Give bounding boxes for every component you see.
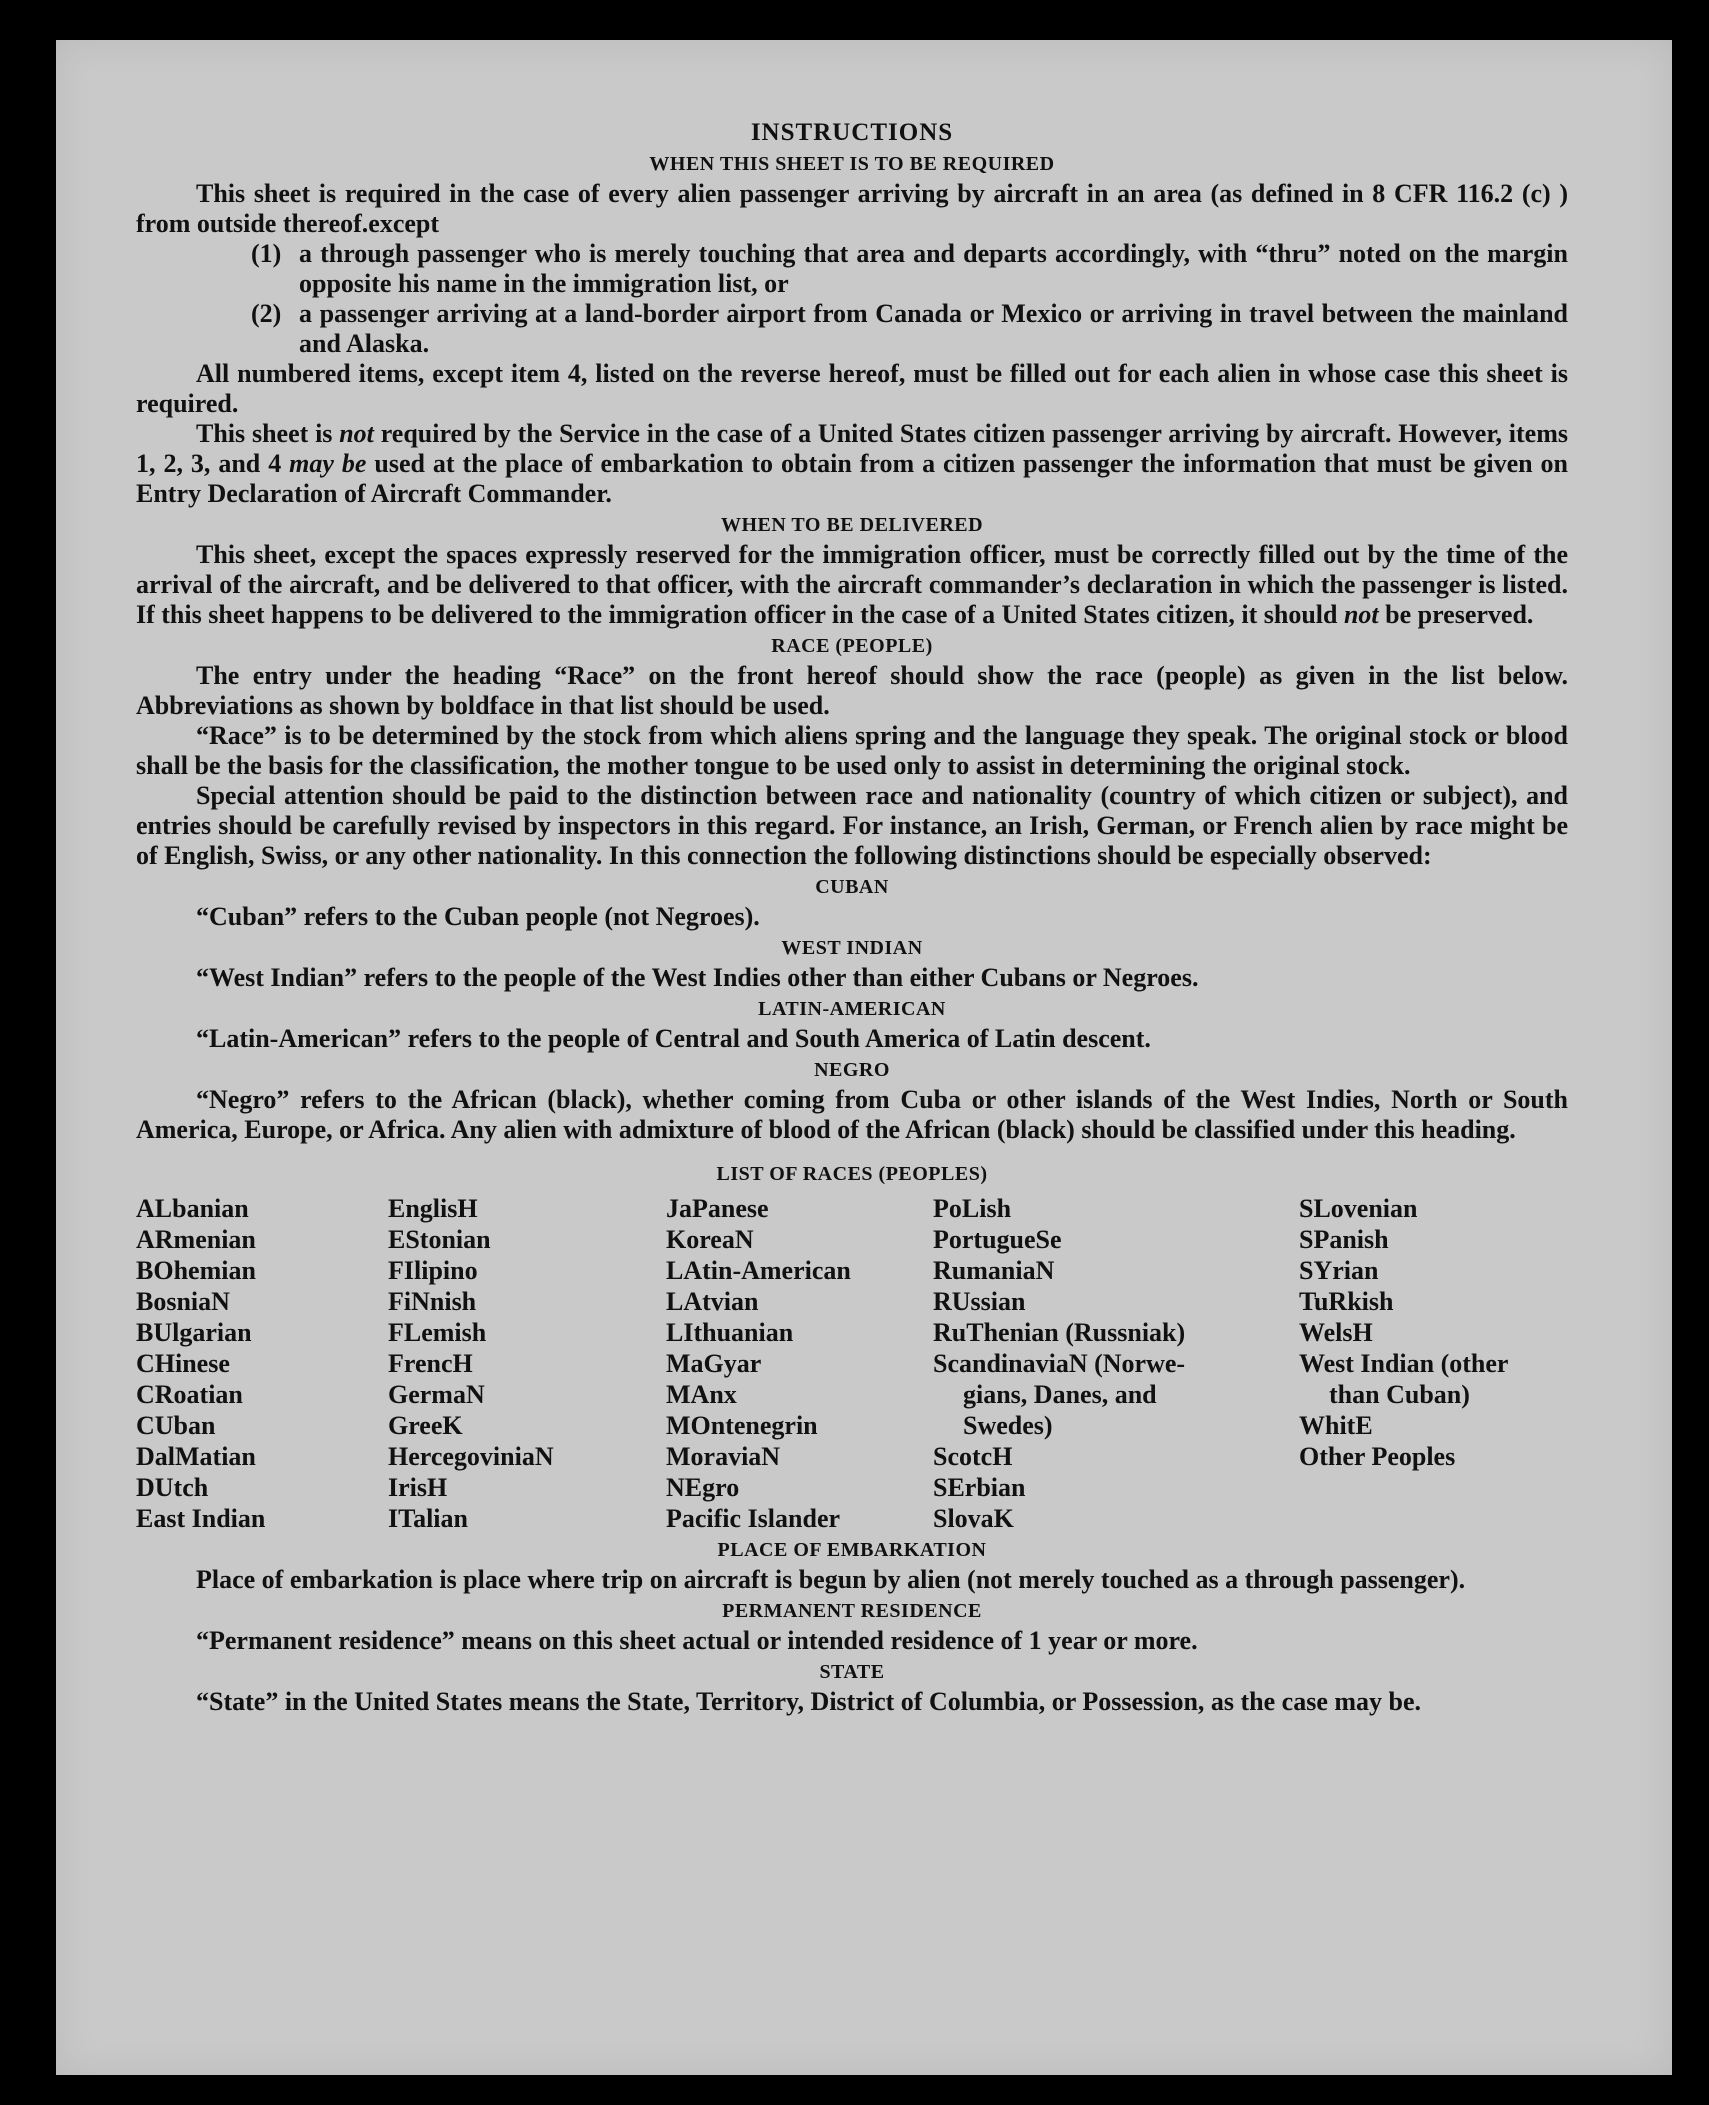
race-entry: DUtch [136, 1473, 209, 1502]
race-entry: CHinese [136, 1349, 230, 1378]
heading-when-delivered: WHEN TO BE DELIVERED [720, 514, 984, 536]
race-entry: ARmenian [136, 1225, 256, 1254]
race-entry: SLovenian [1299, 1194, 1418, 1223]
race-entry: BUlgarian [136, 1318, 252, 1347]
heading-state: STATE [819, 1661, 885, 1683]
race-entry: Pacific Islander [666, 1504, 841, 1533]
race-entry: CRoatian [136, 1380, 243, 1409]
race-entry: NEgro [666, 1473, 740, 1502]
races-column-4 [933, 1193, 1299, 1534]
race-entry: RUssian [933, 1287, 1026, 1316]
race-entry: SlovaK [933, 1504, 1014, 1533]
document-sheet [56, 40, 1672, 2075]
race-entry: West Indian (other [1299, 1349, 1509, 1378]
paragraph-delivery: This sheet, except the spaces expressly reserved for the immigration officer, must be correctly filled out by the time of the arrival of the aircraft, and be delivered to that officer, with the aircraft commander’s declaration in which the passenger is listed. If this sheet happens to be delivered to the immigration officer in the case of a United States citizen, it should not be preserved. [136, 540, 1568, 629]
race-entry: TuRkish [1299, 1287, 1394, 1316]
race-entry: ALbanian [136, 1194, 249, 1223]
paragraph-numbered-items: All numbered items, except item 4, listed on the reverse hereof, must be filled out for each alien in whose case this sheet is required. [136, 359, 1568, 418]
race-entry: Other Peoples [1299, 1442, 1456, 1471]
paragraph-embarkation: Place of embarkation is place where trip on aircraft is begun by alien (not merely touched as a through passenger). [196, 1565, 1466, 1594]
race-entry: East Indian [136, 1504, 266, 1533]
races-list [136, 1193, 1568, 1534]
race-entry: EStonian [388, 1225, 491, 1254]
heading-list-of-races: LIST OF RACES (PEOPLES) [716, 1163, 988, 1185]
race-entry: SPanish [1299, 1225, 1389, 1254]
race-entry: MAnx [666, 1380, 737, 1409]
race-entry: ScandinaviaN (Norwe- [933, 1349, 1186, 1378]
races-column-2 [388, 1193, 666, 1534]
race-entry: IrisH [388, 1473, 448, 1502]
race-entry: WhitE [1299, 1411, 1373, 1440]
document-content [136, 118, 1568, 1717]
heading-place-of-embarkation: PLACE OF EMBARKATION [717, 1539, 987, 1561]
race-entry: BOhemian [136, 1256, 256, 1285]
race-entry: MaGyar [666, 1349, 762, 1378]
heading-permanent-residence: PERMANENT RESIDENCE [722, 1600, 982, 1622]
race-entry: HercegoviniaN [388, 1442, 554, 1471]
race-entry-continued: gians, Danes, and [963, 1380, 1157, 1409]
race-entry: JaPanese [666, 1194, 769, 1223]
heading-latin-american: LATIN-AMERICAN [758, 998, 946, 1020]
race-entry: PortugueSe [933, 1225, 1062, 1254]
heading-negro: NEGRO [814, 1059, 890, 1081]
race-entry: BosniaN [136, 1287, 230, 1316]
paragraph-state: “State” in the United States means the State, Territory, District of Columbia, or Possession, as the case may be. [196, 1687, 1422, 1716]
race-entry: KoreaN [666, 1225, 754, 1254]
paragraph-residence: “Permanent residence” means on this sheet actual or intended residence of 1 year or more. [196, 1626, 1198, 1655]
race-entry: SYrian [1299, 1256, 1379, 1285]
heading-race: RACE (PEOPLE) [771, 635, 933, 657]
race-entry: DalMatian [136, 1442, 256, 1471]
paragraph-requirement: This sheet is required in the case of every alien passenger arriving by aircraft in an area (as defined in 8 CFR 116.2 (c) ) from outside thereof.except [136, 179, 1568, 238]
race-entry-continued: Swedes) [963, 1411, 1053, 1440]
race-entry: PoLish [933, 1194, 1012, 1223]
race-entry: ITalian [388, 1504, 468, 1533]
paragraph-negro: “Negro” refers to the African (black), whether coming from Cuba or other islands of the West Indies, North or South America, Europe, or Africa. Any alien with admixture of blood of the African (black) should be classified under this heading. [136, 1085, 1568, 1144]
exception-text: a through passenger who is merely touching that area and departs accordingly, with “thru” noted on the margin opposite his name in the immigration list, or [299, 239, 1568, 298]
races-column-3 [666, 1193, 933, 1534]
race-entry: FiNnish [388, 1287, 477, 1316]
race-entry-continued: than Cuban) [1329, 1380, 1470, 1409]
paragraph-race-definition: “Race” is to be determined by the stock from which aliens spring and the language they speak. The original stock or blood shall be the basis for the classification, the mother tongue to be used only to assist in determining the original stock. [136, 721, 1568, 780]
heading-cuban: CUBAN [815, 876, 889, 898]
race-entry: LIthuanian [666, 1318, 794, 1347]
heading-when-required: WHEN THIS SHEET IS TO BE REQUIRED [649, 153, 1055, 175]
race-entry: RuThenian (Russniak) [933, 1318, 1186, 1347]
paragraph-cuban: “Cuban” refers to the Cuban people (not Negroes). [196, 902, 760, 931]
race-entry: WelsH [1299, 1318, 1373, 1347]
race-entry: FLemish [388, 1318, 487, 1347]
paragraph-west-indian: “West Indian” refers to the people of the West Indies other than either Cubans or Negroes. [196, 963, 1199, 992]
page-title: INSTRUCTIONS [750, 119, 954, 146]
exception-text: a passenger arriving at a land-border airport from Canada or Mexico or arriving in travel between the mainland and Alaska. [299, 299, 1568, 358]
races-column-5 [1299, 1193, 1568, 1534]
race-entry: LAtvian [666, 1287, 759, 1316]
race-entry: MOntenegrin [666, 1411, 818, 1440]
paragraph-race-entry: The entry under the heading “Race” on the front hereof should show the race (people) as given in the list below. Abbreviations as shown by boldface in that list should be used. [136, 661, 1568, 720]
exception-item-1 [136, 239, 1568, 299]
race-entry: FIlipino [388, 1256, 478, 1285]
exception-item-2 [136, 299, 1568, 359]
exception-number: (1) [251, 239, 282, 268]
race-entry: SErbian [933, 1473, 1026, 1502]
race-entry: LAtin-American [666, 1256, 851, 1285]
heading-west-indian: WEST INDIAN [781, 937, 923, 959]
races-column-1 [136, 1193, 388, 1534]
race-entry: MoraviaN [666, 1442, 781, 1471]
race-entry: GreeK [388, 1411, 463, 1440]
race-entry: FrencH [388, 1349, 473, 1378]
race-entry: GermaN [388, 1380, 485, 1409]
paragraph-latin-american: “Latin-American” refers to the people of Central and South America of Latin descent. [196, 1024, 1151, 1053]
exception-number: (2) [251, 299, 282, 328]
race-entry: RumaniaN [933, 1256, 1055, 1285]
race-entry: ScotcH [933, 1442, 1013, 1471]
race-entry: CUban [136, 1411, 216, 1440]
paragraph-race-nationality: Special attention should be paid to the distinction between race and nationality (country of which citizen or subject), and entries should be carefully revised by inspectors in this regard. For instance, an Irish, German, or French alien by race might be of English, Swiss, or any other nationality. In this connection the following distinctions should be especially observed: [136, 781, 1568, 870]
race-entry: EnglisH [388, 1194, 478, 1223]
paragraph-citizen: This sheet is not required by the Service in the case of a United States citizen passenger arriving by aircraft. However, items 1, 2, 3, and 4 may be used at the place of embarkation to obtain from a citizen passenger the information that must be given on Entry Declaration of Aircraft Commander. [136, 419, 1569, 508]
